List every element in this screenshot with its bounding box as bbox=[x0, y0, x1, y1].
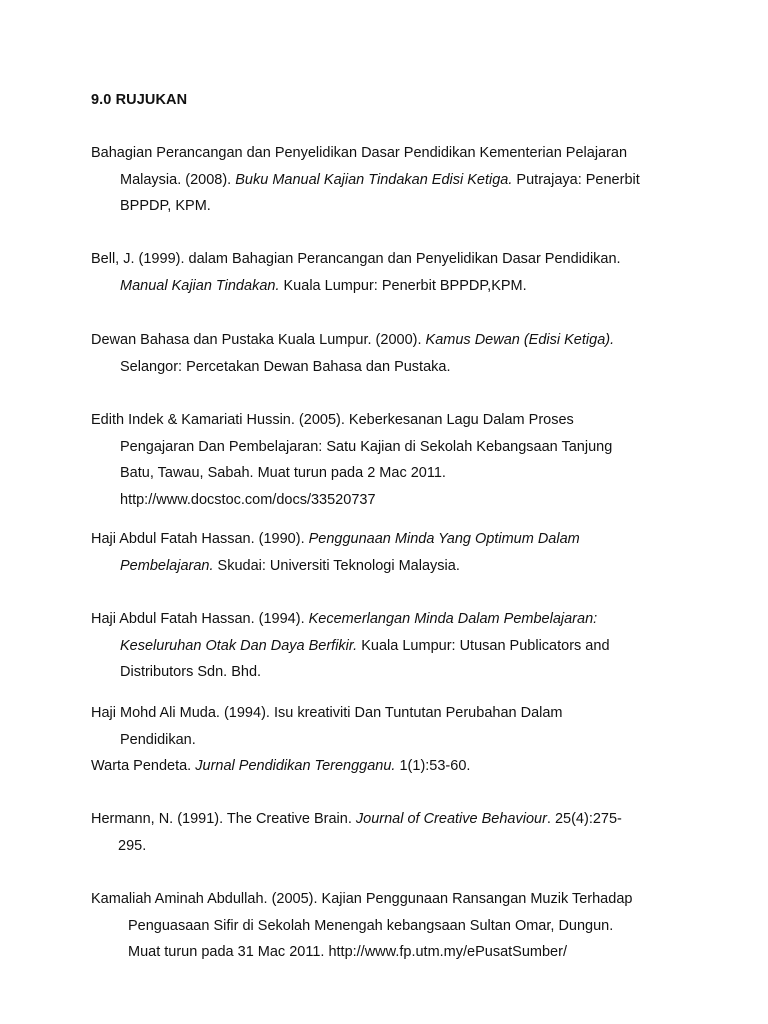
reference-line: Selangor: Percetakan Dewan Bahasa dan Pustaka. bbox=[120, 358, 451, 375]
reference-line: Haji Abdul Fatah Hassan. (1994). Kecemerlangan Minda Dalam Pembelajaran: bbox=[91, 611, 598, 627]
reference-line: Haji Mohd Ali Muda. (1994). Isu kreativiti Dan Tuntutan Perubahan Dalam bbox=[91, 705, 563, 721]
reference-line: Keseluruhan Otak Dan Daya Berfikir. Kuala Lumpur: Utusan Publicators and bbox=[120, 637, 610, 654]
reference-line: Pembelajaran. Skudai: Universiti Teknologi Malaysia. bbox=[120, 557, 460, 574]
reference-line: 295. bbox=[118, 837, 147, 854]
reference-entry bbox=[91, 246, 691, 299]
reference-line: Edith Indek & Kamariati Hussin. (2005). Keberkesanan Lagu Dalam Proses bbox=[91, 412, 574, 428]
reference-line: Malaysia. (2008). Buku Manual Kajian Tindakan Edisi Ketiga. Putrajaya: Penerbit bbox=[120, 171, 640, 188]
reference-entry bbox=[91, 806, 691, 859]
reference-entry bbox=[91, 886, 691, 966]
reference-entry bbox=[91, 140, 691, 220]
reference-line: Penguasaan Sifir di Sekolah Menengah kebangsaan Sultan Omar, Dungun. bbox=[128, 917, 614, 934]
reference-line: Haji Abdul Fatah Hassan. (1990). Penggunaan Minda Yang Optimum Dalam bbox=[91, 531, 580, 547]
reference-line: Bell, J. (1999). dalam Bahagian Perancangan dan Penyelidikan Dasar Pendidikan. bbox=[91, 251, 621, 267]
reference-line: Manual Kajian Tindakan. Kuala Lumpur: Penerbit BPPDP,KPM. bbox=[120, 277, 527, 294]
reference-line: BPPDP, KPM. bbox=[120, 198, 211, 214]
reference-line: Hermann, N. (1991). The Creative Brain. Journal of Creative Behaviour. 25(4):275- bbox=[91, 811, 622, 827]
reference-entry bbox=[91, 327, 691, 380]
reference-line: Batu, Tawau, Sabah. Muat turun pada 2 Mac 2011. bbox=[120, 465, 446, 481]
reference-line: Warta Pendeta. Jurnal Pendidikan Terengganu. 1(1):53-60. bbox=[91, 758, 471, 774]
reference-entry bbox=[91, 700, 691, 780]
reference-line: Pendidikan. bbox=[120, 731, 196, 748]
reference-line: Muat turun pada 31 Mac 2011. http://www.fp.utm.my/ePusatSumber/ bbox=[128, 944, 567, 960]
reference-link: http://www.docstoc.com/docs/33520737 bbox=[120, 491, 376, 508]
reference-line: Dewan Bahasa dan Pustaka Kuala Lumpur. (2000). Kamus Dewan (Edisi Ketiga). bbox=[91, 332, 615, 348]
reference-entry bbox=[91, 407, 691, 513]
reference-line: Bahagian Perancangan dan Penyelidikan Dasar Pendidikan Kementerian Pelajaran bbox=[91, 145, 628, 161]
reference-entry bbox=[91, 606, 691, 686]
reference-line: Kamaliah Aminah Abdullah. (2005). Kajian Penggunaan Ransangan Muzik Terhadap bbox=[91, 891, 633, 907]
section-heading: 9.0 RUJUKAN bbox=[91, 92, 188, 108]
reference-entry bbox=[91, 526, 691, 579]
reference-line: Pengajaran Dan Pembelajaran: Satu Kajian di Sekolah Kebangsaan Tanjung bbox=[120, 438, 613, 455]
reference-line: Distributors Sdn. Bhd. bbox=[120, 664, 262, 680]
